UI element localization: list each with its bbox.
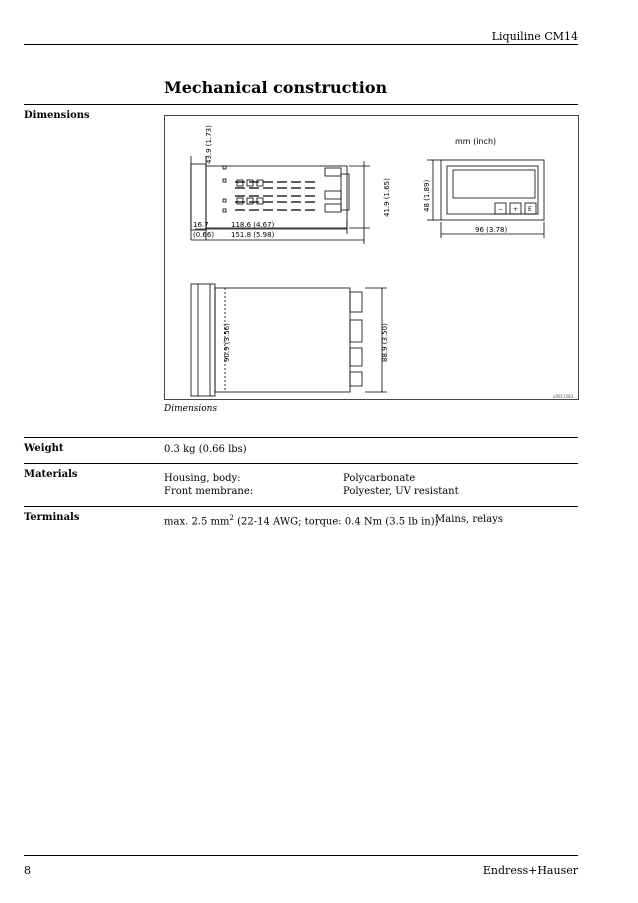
terminals-use: Mains, relays [435,514,503,525]
side-housing [206,166,347,228]
dim-151-8: 151.8 (5.98) [231,231,275,239]
material-part-1: Housing, body: [164,473,241,484]
figure-caption: Dimensions [164,404,218,414]
dim-96: 96 (3.78) [475,226,508,234]
weight-label: Weight [24,443,64,454]
material-value-1: Polycarbonate [343,473,416,484]
terminals-label: Terminals [24,512,80,523]
footer-rule [24,855,578,856]
divider-materials [24,463,578,464]
unit-note: mm (inch) [455,137,497,146]
dimensions-svg [165,116,578,399]
divider-weight [24,437,578,438]
figure-id: a0011583 [553,394,574,399]
dim-43-9: 43.9 (1.73) [205,125,213,164]
page-number: 8 [24,864,31,877]
header-product-name: Liquiline CM14 [491,30,578,43]
btn-plus-label: + [513,206,519,213]
divider-dimensions [24,104,578,105]
dim-88-9: 88.9 (3.50) [381,323,389,362]
terminals-spec-pre: max. 2.5 mm [164,516,230,528]
header-rule [24,44,578,45]
terminals-spec-post: (22-14 AWG; torque: 0.4 Nm (3.5 lb in)) [233,516,439,528]
dim-90-9: 90.9 (3.56) [223,323,231,362]
dimensions-drawing [164,115,579,400]
terminals-spec [164,514,439,527]
footer-brand: Endress+Hauser [482,864,578,877]
top-front-bezel [191,284,215,396]
dim-41-9: 41.9 (1.65) [383,178,391,217]
weight-value: 0.3 kg (0.66 lbs) [164,444,247,455]
terminals-spec-sup: 2 [229,514,234,522]
section-title: Mechanical construction [164,78,388,97]
btn-minus-label: − [498,206,504,213]
dim-16-7: 16.7 [193,221,209,229]
material-value-2: Polyester, UV resistant [343,486,459,497]
front-display-window [453,170,535,198]
btn-e-label: E [528,206,532,213]
dim-118-6: 118.6 (4.67) [231,221,275,229]
divider-terminals [24,506,578,507]
top-housing [215,288,350,392]
materials-label: Materials [24,469,78,480]
dimensions-label: Dimensions [24,110,90,121]
dim-48: 48 (1.89) [423,179,431,212]
dim-0-66: (0.66) [193,231,215,239]
material-part-2: Front membrane: [164,486,254,497]
